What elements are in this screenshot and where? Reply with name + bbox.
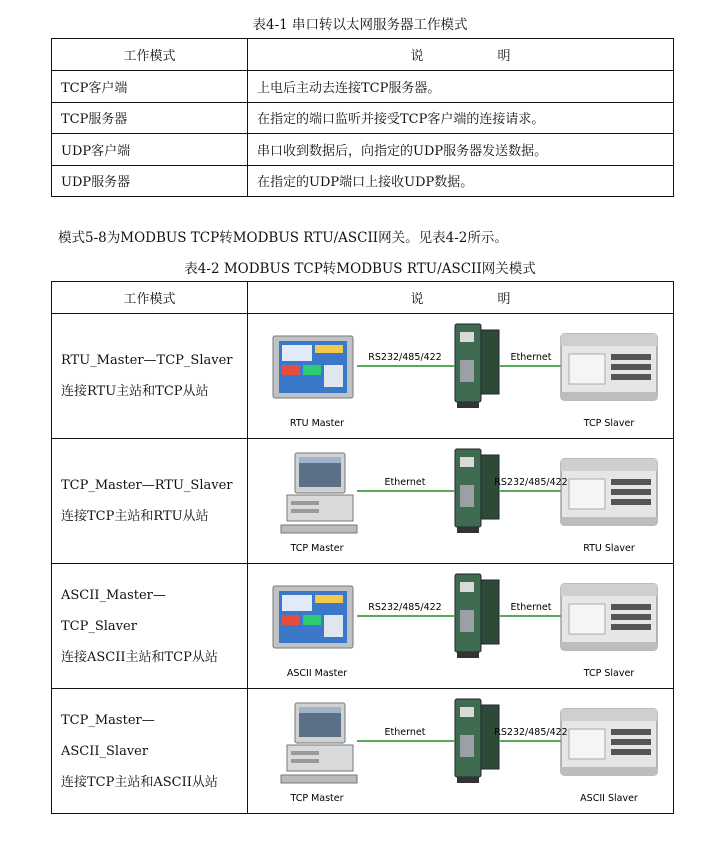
mode-desc: 连接TCP主站和ASCII从站	[61, 774, 218, 790]
gateway-device-icon	[455, 324, 499, 408]
table-header-row	[52, 39, 674, 71]
right-device-label: RTU Slaver	[583, 543, 635, 554]
table-header-row	[52, 282, 674, 314]
mode-name: TCP_Master—RTU_Slaver	[61, 478, 233, 493]
plc-slave-icon	[561, 334, 657, 400]
mode-cell: TCP客户端	[52, 71, 248, 103]
mode-cell	[52, 314, 248, 439]
body-paragraph: 模式5-8为MODBUS TCP转MODBUS RTU/ASCII网关。见表4-2所示。	[58, 230, 508, 246]
table-row	[52, 439, 674, 564]
mode-cell: TCP服务器	[52, 102, 248, 134]
right-device-label: ASCII Slaver	[580, 793, 638, 804]
mode-cell	[52, 564, 248, 689]
table-row	[52, 71, 674, 103]
mode-desc: 连接TCP主站和RTU从站	[61, 509, 209, 524]
gateway-device-icon	[455, 449, 499, 533]
right-device-label: TCP Slaver	[583, 418, 635, 429]
left-link-label: Ethernet	[384, 727, 426, 738]
connection-diagram	[257, 689, 673, 813]
table-row	[52, 102, 674, 134]
right-link-label: RS232/485/422	[494, 477, 568, 488]
desc-cell: 在指定的UDP端口上接收UDP数据。	[248, 165, 674, 197]
hmi-panel-icon	[273, 336, 353, 398]
pc-computer-icon	[281, 453, 357, 533]
table-row	[52, 134, 674, 166]
mode-name: RTU_Master—TCP_Slaver	[61, 353, 233, 368]
mode-cell	[52, 689, 248, 814]
plc-slave-icon	[561, 709, 657, 775]
left-link-label: RS232/485/422	[368, 602, 442, 613]
connection-diagram	[257, 564, 673, 688]
mode-cell	[52, 439, 248, 564]
left-link-label: Ethernet	[384, 477, 426, 488]
table-row	[52, 689, 674, 814]
right-link-label: Ethernet	[510, 352, 552, 363]
connection-diagram	[257, 314, 673, 438]
right-link-label: RS232/485/422	[494, 727, 568, 738]
mode-name: TCP_Master—ASCII_Slaver	[61, 712, 155, 759]
desc-cell: 在指定的端口监听并接受TCP客户端的连接请求。	[248, 102, 674, 134]
left-device-label: ASCII Master	[286, 668, 348, 679]
hmi-panel-icon	[273, 586, 353, 648]
pc-computer-icon	[281, 703, 357, 783]
work-mode-table	[51, 38, 674, 197]
gateway-device-icon	[455, 574, 499, 658]
desc-cell: 串口收到数据后，向指定的UDP服务器发送数据。	[248, 134, 674, 166]
left-device-label: RTU Master	[289, 418, 345, 429]
mode-desc: 连接RTU主站和TCP从站	[61, 384, 209, 399]
header-mode: 工作模式	[52, 282, 248, 314]
diagram-cell	[248, 314, 674, 439]
left-link-label: RS232/485/422	[368, 352, 442, 363]
header-desc: 说 明	[248, 282, 674, 314]
table-row	[52, 314, 674, 439]
diagram-cell	[248, 689, 674, 814]
left-device-label: TCP Master	[290, 793, 344, 804]
right-link-label: Ethernet	[510, 602, 552, 613]
right-device-label: TCP Slaver	[583, 668, 635, 679]
table-row	[52, 165, 674, 197]
diagram-cell	[248, 564, 674, 689]
header-desc: 说 明	[248, 39, 674, 71]
mode-desc: 连接ASCII主站和TCP从站	[61, 649, 218, 665]
gateway-mode-table	[51, 281, 674, 814]
diagram-cell	[248, 439, 674, 564]
connection-diagram	[257, 439, 673, 563]
gateway-device-icon	[455, 699, 499, 783]
table-row	[52, 564, 674, 689]
mode-cell: UDP服务器	[52, 165, 248, 197]
table2-caption: 表4-2 MODBUS TCP转MODBUS RTU/ASCII网关模式	[184, 261, 536, 277]
desc-cell: 上电后主动去连接TCP服务器。	[248, 71, 674, 103]
plc-slave-icon	[561, 459, 657, 525]
table1-caption: 表4-1 串口转以太网服务器工作模式	[252, 17, 468, 33]
header-mode: 工作模式	[52, 39, 248, 71]
left-device-label: TCP Master	[290, 543, 344, 554]
mode-name: ASCII_Master—TCP_Slaver	[61, 587, 166, 634]
plc-slave-icon	[561, 584, 657, 650]
mode-cell: UDP客户端	[52, 134, 248, 166]
